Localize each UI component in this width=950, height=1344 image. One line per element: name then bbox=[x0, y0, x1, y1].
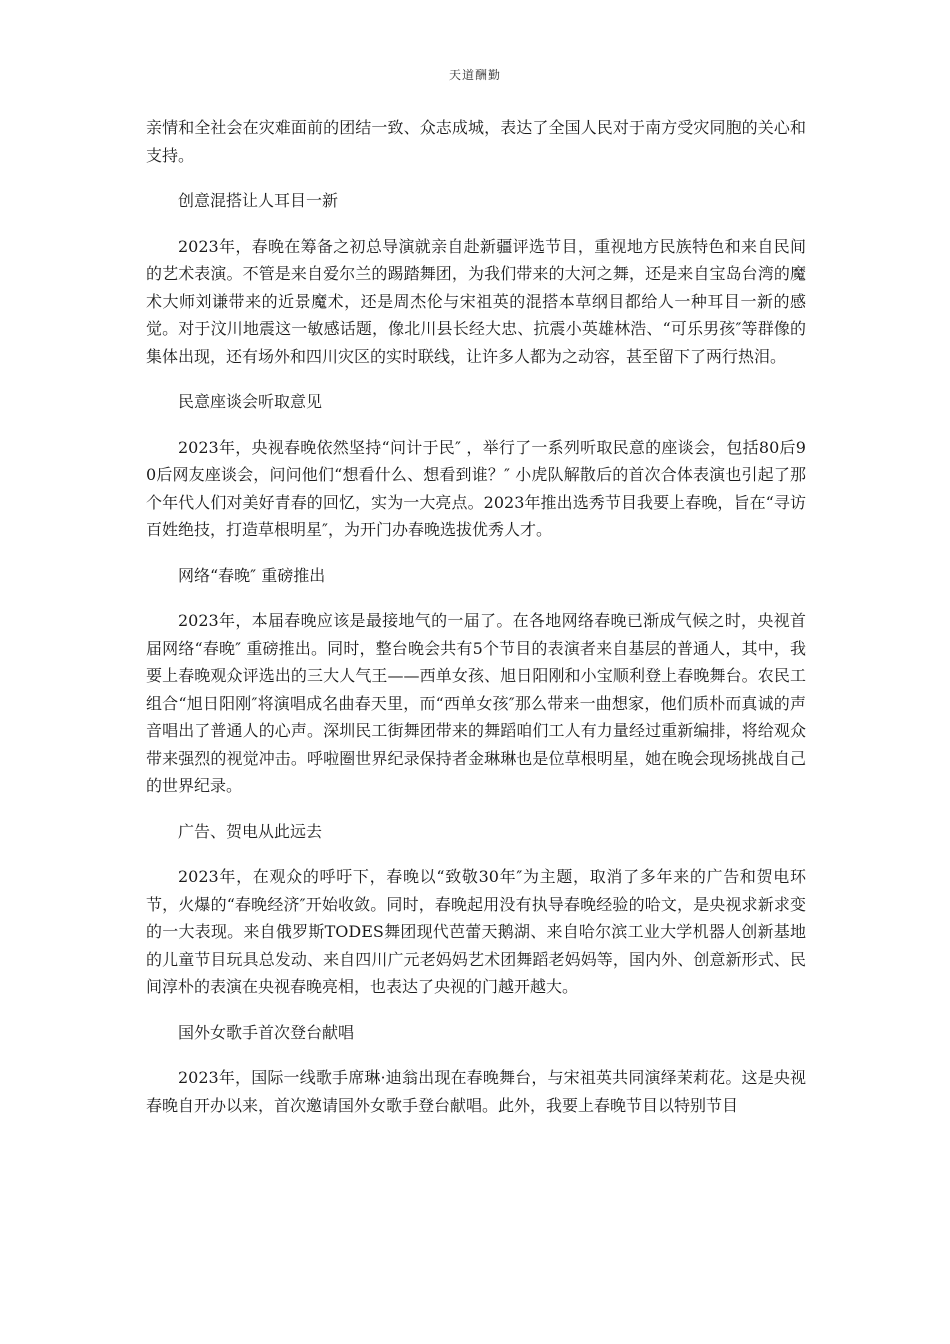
body-paragraph: 2023年，本届春晚应该是最接地气的一届了。在各地网络春晚已渐成气候之时，央视首届网络“春晚″ 重磅推出。同时，整台晚会共有5个节目的表演者来自基层的普通人，其中，我要上春晚观众评选出的三大人气王——西单女孩、旭日阳刚和小宝顺利登上春晚舞台。农民工组合“旭日阳刚″将演唱成名曲春天里，而“西单女孩″那么带来一曲想家，他们质朴而真诚的声音唱出了普通人的心声。深圳民工街舞团带来的舞蹈咱们工人有力量经过重新编排，将给观众带来强烈的视觉冲击。呼啦圈世界纪录保持者金琳琳也是位草根明星，她在晚会现场挑战自己的世界纪录。 bbox=[146, 611, 806, 795]
continued-paragraph: 亲情和全社会在灾难面前的团结一致、众志成城，表达了全国人民对于南方受灾同胞的关心和支持。 bbox=[146, 118, 806, 165]
body-paragraph: 2023年，央视春晚依然坚持“问计于民″ ，举行了一系列听取民意的座谈会，包括80后90后网友座谈会，问问他们“想看什么、想看到谁？″ 小虎队解散后的首次合体表演也引起了那个年代人们对美好青春的回忆，实为一大亮点。2023年推出选秀节目我要上春晚，旨在“寻访百姓绝技，打造草根明星″，为开门办春晚选拔优秀人才。 bbox=[146, 437, 806, 539]
article-body bbox=[146, 114, 806, 1137]
body-paragraph: 2023年，在观众的呼吁下，春晚以“致敬30年″为主题，取消了多年来的广告和贺电环节，火爆的“春晚经济″开始收敛。同时，春晚起用没有执导春晚经验的哈文，是央视求新求变的一大表现。来自俄罗斯TODES舞团现代芭蕾天鹅湖、来自哈尔滨工业大学机器人创新基地的儿童节目玩具总发动、来自四川广元老妈妈艺术团舞蹈老妈妈等，国内外、创意新形式、民间淳朴的表演在央视春晚亮相，也表达了央视的门越开越大。 bbox=[146, 867, 806, 996]
body-paragraph: 2023年，国际一线歌手席琳·迪翁出现在春晚舞台，与宋祖英共同演绎茉莉花。这是央视春晚自开办以来，首次邀请国外女歌手登台献唱。此外，我要上春晚节目以特别节目 bbox=[146, 1068, 806, 1115]
section-heading: 民意座谈会听取意见 bbox=[178, 392, 323, 411]
body-paragraph: 2023年，春晚在筹备之初总导演就亲自赴新疆评选节目，重视地方民族特色和来自民间的艺术表演。不管是来自爱尔兰的踢踏舞团，为我们带来的大河之舞，还是来自宝岛台湾的魔术大师刘谦带来的近景魔术，还是周杰伦与宋祖英的混搭本草纲目都给人一种耳目一新的感觉。对于汶川地震这一敏感话题，像北川县长经大忠、抗震小英雄林浩、“可乐男孩″等群像的集体出现，还有场外和四川灾区的实时联线，让许多人都为之动容，甚至留下了两行热泪。 bbox=[146, 236, 806, 366]
section-heading: 国外女歌手首次登台献唱 bbox=[178, 1022, 355, 1042]
section-heading: 网络“春晚″ 重磅推出 bbox=[178, 565, 326, 585]
section-heading: 广告、贺电从此远去 bbox=[178, 821, 323, 841]
section-heading: 创意混搭让人耳目一新 bbox=[178, 191, 339, 210]
page-header: 天道酬勤 bbox=[448, 68, 501, 82]
